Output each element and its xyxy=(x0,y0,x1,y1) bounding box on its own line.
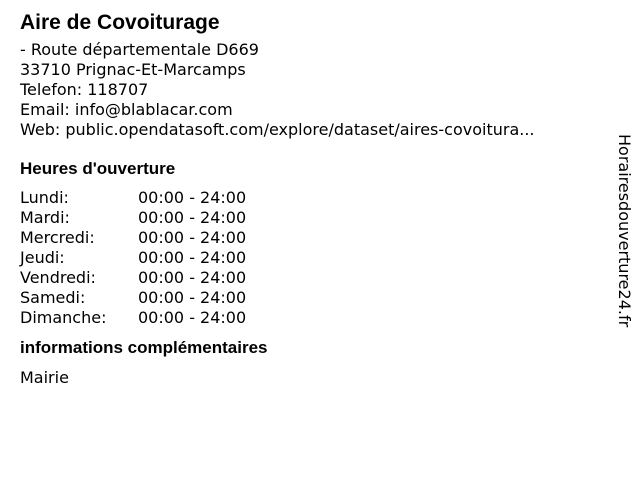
hours-row-wednesday xyxy=(20,228,600,248)
additional-info-text: Mairie xyxy=(20,368,69,387)
hours-row-tuesday xyxy=(20,208,600,228)
day-label: Jeudi: xyxy=(20,248,65,267)
day-label: Mardi: xyxy=(20,208,70,227)
time-range: 00:00 - 24:00 xyxy=(138,288,247,307)
web-row xyxy=(20,120,600,140)
address-line-2: 33710 Prignac-Et-Marcamps xyxy=(20,60,246,79)
opening-hours-table xyxy=(20,188,600,328)
web-label: Web: xyxy=(20,120,61,139)
opening-hours-heading: Heures d'ouverture xyxy=(20,159,176,178)
email-label: Email: xyxy=(20,100,70,119)
day-label: Mercredi: xyxy=(20,228,95,247)
place-card xyxy=(20,10,600,388)
hours-row-sunday xyxy=(20,308,600,328)
hours-row-friday xyxy=(20,268,600,288)
site-watermark: Horairesdouverture24.fr xyxy=(615,134,634,328)
hours-row-saturday xyxy=(20,288,600,308)
day-label: Vendredi: xyxy=(20,268,96,287)
day-label: Samedi: xyxy=(20,288,86,307)
page-title: Aire de Covoiturage xyxy=(20,11,220,34)
additional-info-heading: informations complémentaires xyxy=(20,338,268,357)
phone-link[interactable]: 118707 xyxy=(87,80,149,99)
time-range: 00:00 - 24:00 xyxy=(138,208,247,227)
time-range: 00:00 - 24:00 xyxy=(138,268,247,287)
day-label: Dimanche: xyxy=(20,308,107,327)
web-link[interactable]: public.opendatasoft.com/explore/dataset/aires-covoitura... xyxy=(65,120,535,139)
phone-label: Telefon: xyxy=(20,80,83,99)
email-link[interactable]: info@blablacar.com xyxy=(74,100,233,119)
phone-row xyxy=(20,80,600,100)
time-range: 00:00 - 24:00 xyxy=(138,308,247,327)
email-row xyxy=(20,100,600,120)
time-range: 00:00 - 24:00 xyxy=(138,188,247,207)
address-line-1: - Route départementale D669 xyxy=(20,40,259,59)
time-range: 00:00 - 24:00 xyxy=(138,228,247,247)
hours-row-monday xyxy=(20,188,600,208)
time-range: 00:00 - 24:00 xyxy=(138,248,247,267)
hours-row-thursday xyxy=(20,248,600,268)
day-label: Lundi: xyxy=(20,188,69,207)
